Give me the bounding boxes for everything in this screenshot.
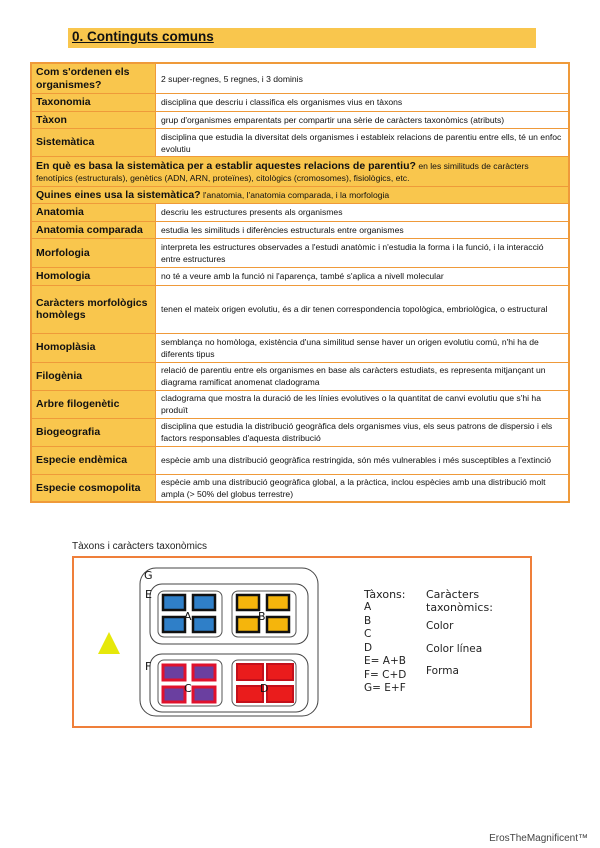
blue-square bbox=[193, 617, 215, 632]
purple-square bbox=[163, 665, 185, 680]
legend-item: G= E+F bbox=[364, 682, 406, 694]
term-cell: Especie cosmopolita bbox=[31, 474, 156, 502]
legend-item: C bbox=[364, 628, 372, 640]
legend-item: B bbox=[364, 614, 372, 627]
legend-item: Forma bbox=[426, 665, 459, 677]
taxon-b-label: B bbox=[258, 610, 266, 623]
definition-cell: espècie amb una distribució geogràfica restringida, són més vulnerables i més susceptibles a l'extinció bbox=[156, 446, 570, 474]
characters-header: taxonòmics: bbox=[426, 601, 493, 614]
legend-item: Color bbox=[426, 620, 454, 632]
group-g-label: G bbox=[144, 569, 153, 582]
term-cell: Especie endèmica bbox=[31, 446, 156, 474]
definition-cell: disciplina que descriu i classifica els organismes vius en tàxons bbox=[156, 94, 570, 112]
question-row bbox=[31, 157, 569, 187]
term-cell: Sistemàtica bbox=[31, 129, 156, 157]
definition-cell: interpreta les estructures observades a l'estudi anatòmic i n'estudia la forma i la funció, i la interacció entre estructures bbox=[156, 239, 570, 268]
taxon-a-label: A bbox=[184, 610, 192, 623]
definition-cell: tenen el mateix origen evolutiu, és a dir tenen correspondencia topològica, embriològica, o estructural bbox=[156, 285, 570, 333]
term-cell: Filogènia bbox=[31, 362, 156, 390]
table-row bbox=[31, 239, 569, 268]
table-row bbox=[31, 63, 569, 94]
term-cell: Morfologia bbox=[31, 239, 156, 268]
table-row bbox=[31, 94, 569, 112]
term-cell: Anatomia comparada bbox=[31, 221, 156, 239]
red-rectangle bbox=[267, 664, 293, 680]
term-cell: Arbre filogenètic bbox=[31, 390, 156, 418]
purple-square bbox=[193, 687, 215, 702]
table-row bbox=[31, 333, 569, 362]
taxa-figure bbox=[72, 556, 532, 728]
table-row bbox=[31, 285, 569, 333]
blue-square bbox=[163, 617, 185, 632]
table-row bbox=[31, 390, 569, 418]
table-row bbox=[31, 446, 569, 474]
yellow-square bbox=[237, 595, 259, 610]
table-row bbox=[31, 418, 569, 446]
red-rectangle bbox=[237, 664, 263, 680]
taxa-header: Tàxons: bbox=[364, 588, 406, 601]
term-cell: Caràcters morfològics homòlegs bbox=[31, 285, 156, 333]
legend-item: E= A+B bbox=[364, 655, 406, 667]
legend-item: D bbox=[364, 641, 373, 654]
question-row bbox=[31, 187, 569, 204]
glossary-table bbox=[30, 62, 570, 503]
yellow-square bbox=[267, 617, 289, 632]
table-row bbox=[31, 268, 569, 286]
definition-cell: espècie amb una distribució geogràfica global, a la pràctica, inclou espècies amb una distribució molt ampla (> 50% del globus terrestre) bbox=[156, 474, 570, 502]
taxon-c-label: C bbox=[184, 682, 192, 695]
answer-text: en les similituds de caràcters fenotípics (estructurals), genètics (ADN, ARN, proteïnes), citològics (cromosomes), fisiològics, etc. bbox=[36, 160, 529, 183]
definition-cell: descriu les estructures presents als organismes bbox=[156, 204, 570, 222]
red-rectangle bbox=[267, 686, 293, 702]
table-row bbox=[31, 111, 569, 129]
term-cell: Com s'ordenen els organismes? bbox=[31, 63, 156, 94]
section-title: 0. Continguts comuns bbox=[72, 29, 214, 44]
taxon-d-label: D bbox=[260, 682, 269, 695]
purple-square bbox=[193, 665, 215, 680]
legend-item: Color línea bbox=[426, 642, 483, 655]
definition-cell: grup d'organismes emparentats per compartir una sèrie de caràcters taxonòmics (atributs) bbox=[156, 111, 570, 129]
term-cell: Biogeografia bbox=[31, 418, 156, 446]
table-row bbox=[31, 474, 569, 502]
definition-cell: relació de parentiu entre els organismes en base als caràcters estudiats, es representa mitjançant un diagrama ramificat anomenat cladograma bbox=[156, 362, 570, 390]
term-cell: Homoplàsia bbox=[31, 333, 156, 362]
definition-cell: disciplina que estudia la distribució geogràfica dels organismes vius, els seus patrons de dispersio i els factors responsables d'aquesta distribució bbox=[156, 418, 570, 446]
legend-item: A bbox=[364, 601, 372, 613]
table-row bbox=[31, 204, 569, 222]
group-e-outline bbox=[150, 584, 308, 644]
question-cell bbox=[31, 187, 569, 204]
yellow-square bbox=[267, 595, 289, 610]
table-row bbox=[31, 129, 569, 157]
term-cell: Anatomia bbox=[31, 204, 156, 222]
definition-cell: estudia les similituds i diferències estructurals entre organismes bbox=[156, 221, 570, 239]
question-text: Quines eines usa la sistemàtica? bbox=[36, 189, 201, 201]
definition-cell: semblança no homòloga, existència d'una similitud sense haver un origen evolutiu comú, n'hi ha de diferents tipus bbox=[156, 333, 570, 362]
term-cell: Taxonomia bbox=[31, 94, 156, 112]
section-title-bar bbox=[68, 28, 536, 48]
characters-header: Caràcters bbox=[426, 588, 480, 601]
figure-caption: Tàxons i caràcters taxonòmics bbox=[72, 541, 208, 552]
footer-signature: ErosTheMagnificent™ bbox=[489, 833, 588, 844]
group-e-label: E bbox=[145, 588, 152, 601]
purple-square bbox=[163, 687, 185, 702]
table-row bbox=[31, 221, 569, 239]
question-cell bbox=[31, 157, 569, 187]
blue-square bbox=[163, 595, 185, 610]
legend-item: F= C+D bbox=[364, 668, 407, 681]
definition-cell: cladograma que mostra la duració de les línies evolutives o la quantitat de canvi evolutiu que s'hi ha produït bbox=[156, 390, 570, 418]
term-cell: Homologia bbox=[31, 268, 156, 286]
blue-square bbox=[193, 595, 215, 610]
term-cell: Tàxon bbox=[31, 111, 156, 129]
characters-legend bbox=[426, 588, 493, 679]
definition-cell: disciplina que estudia la diversitat dels organismes i estableix relacions de parentiu entre ells, té un enfoc evolutiu bbox=[156, 129, 570, 157]
yellow-square bbox=[237, 617, 259, 632]
table-row bbox=[31, 362, 569, 390]
taxa-legend bbox=[364, 588, 406, 696]
group-f-label: F bbox=[145, 660, 152, 673]
answer-text: l'anatomia, l'anatomia comparada, i la morfologia bbox=[202, 190, 390, 200]
definition-cell: 2 super-regnes, 5 regnes, i 3 dominis bbox=[156, 63, 570, 94]
definition-cell: no té a veure amb la funció ni l'aparença, també s'aplica a nivell molecular bbox=[156, 268, 570, 286]
question-text: En què es basa la sistemàtica per a establir aquestes relacions de parentiu? bbox=[36, 159, 416, 172]
